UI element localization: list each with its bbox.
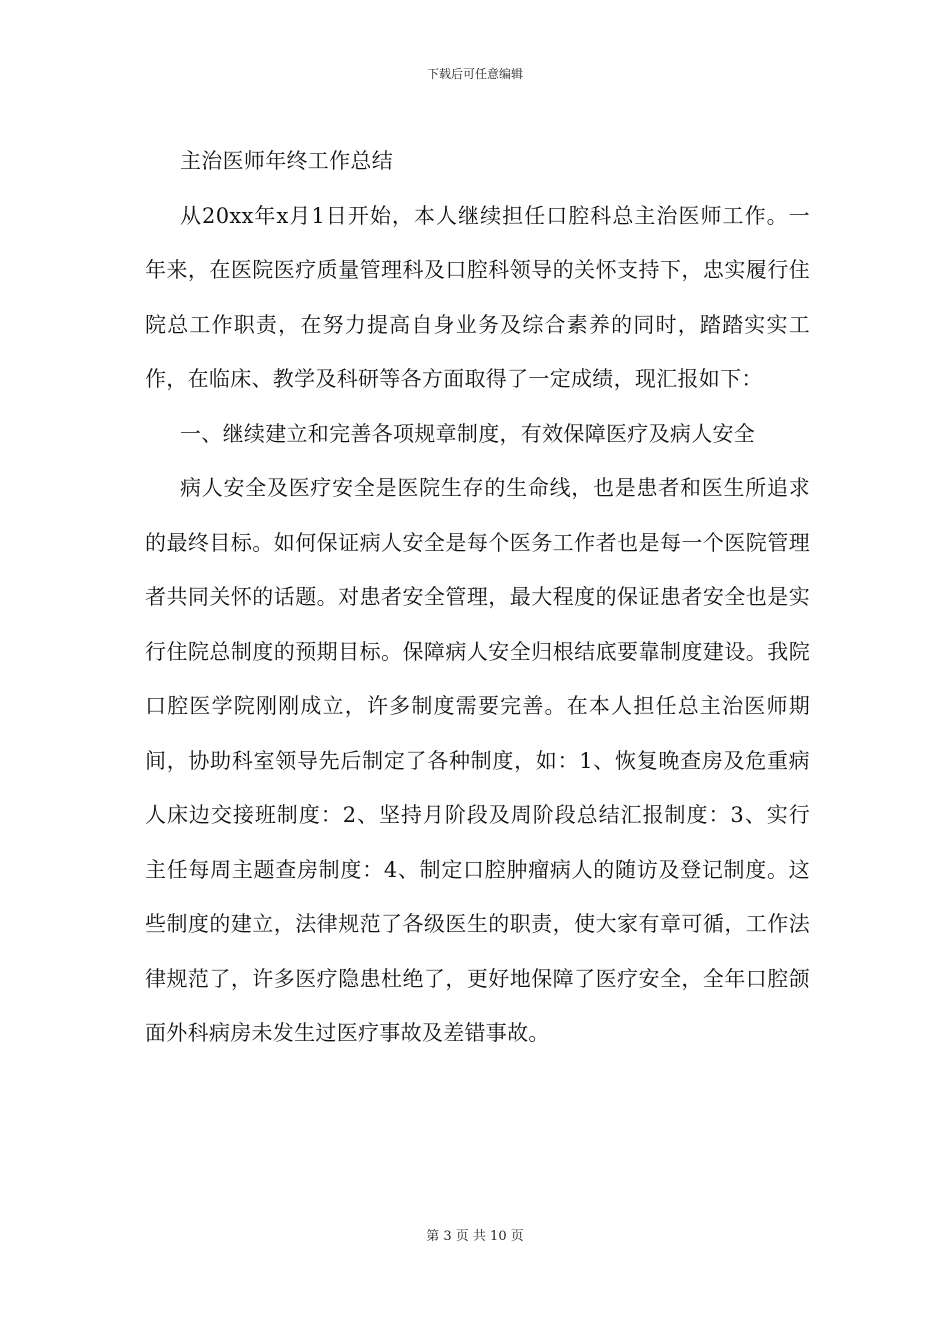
page-footer: 第 3 页 共 10 页	[426, 1229, 524, 1244]
document-title: 主治医师年终工作总结	[180, 149, 393, 173]
section-heading: 一、继续建立和完善各项规章制度，有效保障医疗及病人安全	[180, 421, 756, 446]
document-body	[145, 134, 810, 1061]
page-header: 下载后可任意编辑	[426, 67, 523, 81]
paragraph-section-body: 病人安全及医疗安全是医院生存的生命线，也是患者和医生所追求的最终目标。如何保证病人安全是每个医务工作者也是每一个医院管理者共同关怀的话题。对患者安全管理，最大程度的保证患者安全也是实行住院总制度的预期目标。保障病人安全归根结底要靠制度建设。我院口腔医学院刚刚成立，许多制度需要完善。在本人担任总主治医师期间，协助科室领导先后制定了各种制度，如：1、恢复晚查房及危重病人床边交接班制度：2、坚持月阶段及周阶段总结汇报制度：3、实行主任每周主题查房制度：4、制定口腔肿瘤病人的随访及登记制度。这些制度的建立，法律规范了各级医生的职责，使大家有章可循，工作法律规范了，许多医疗隐患杜绝了，更好地保障了医疗安全，全年口腔颌面外科病房未发生过医疗事故及差错事故。	[145, 476, 810, 1045]
paragraph-intro: 从20xx年x月1日开始，本人继续担任口腔科总主治医师工作。一年来，在医院医疗质量管理科及口腔科领导的关怀支持下，忠实履行住院总工作职责，在努力提高自身业务及综合素养的同时，踏踏实实工作，在临床、教学及科研等各方面取得了一定成绩，现汇报如下：	[145, 203, 810, 391]
